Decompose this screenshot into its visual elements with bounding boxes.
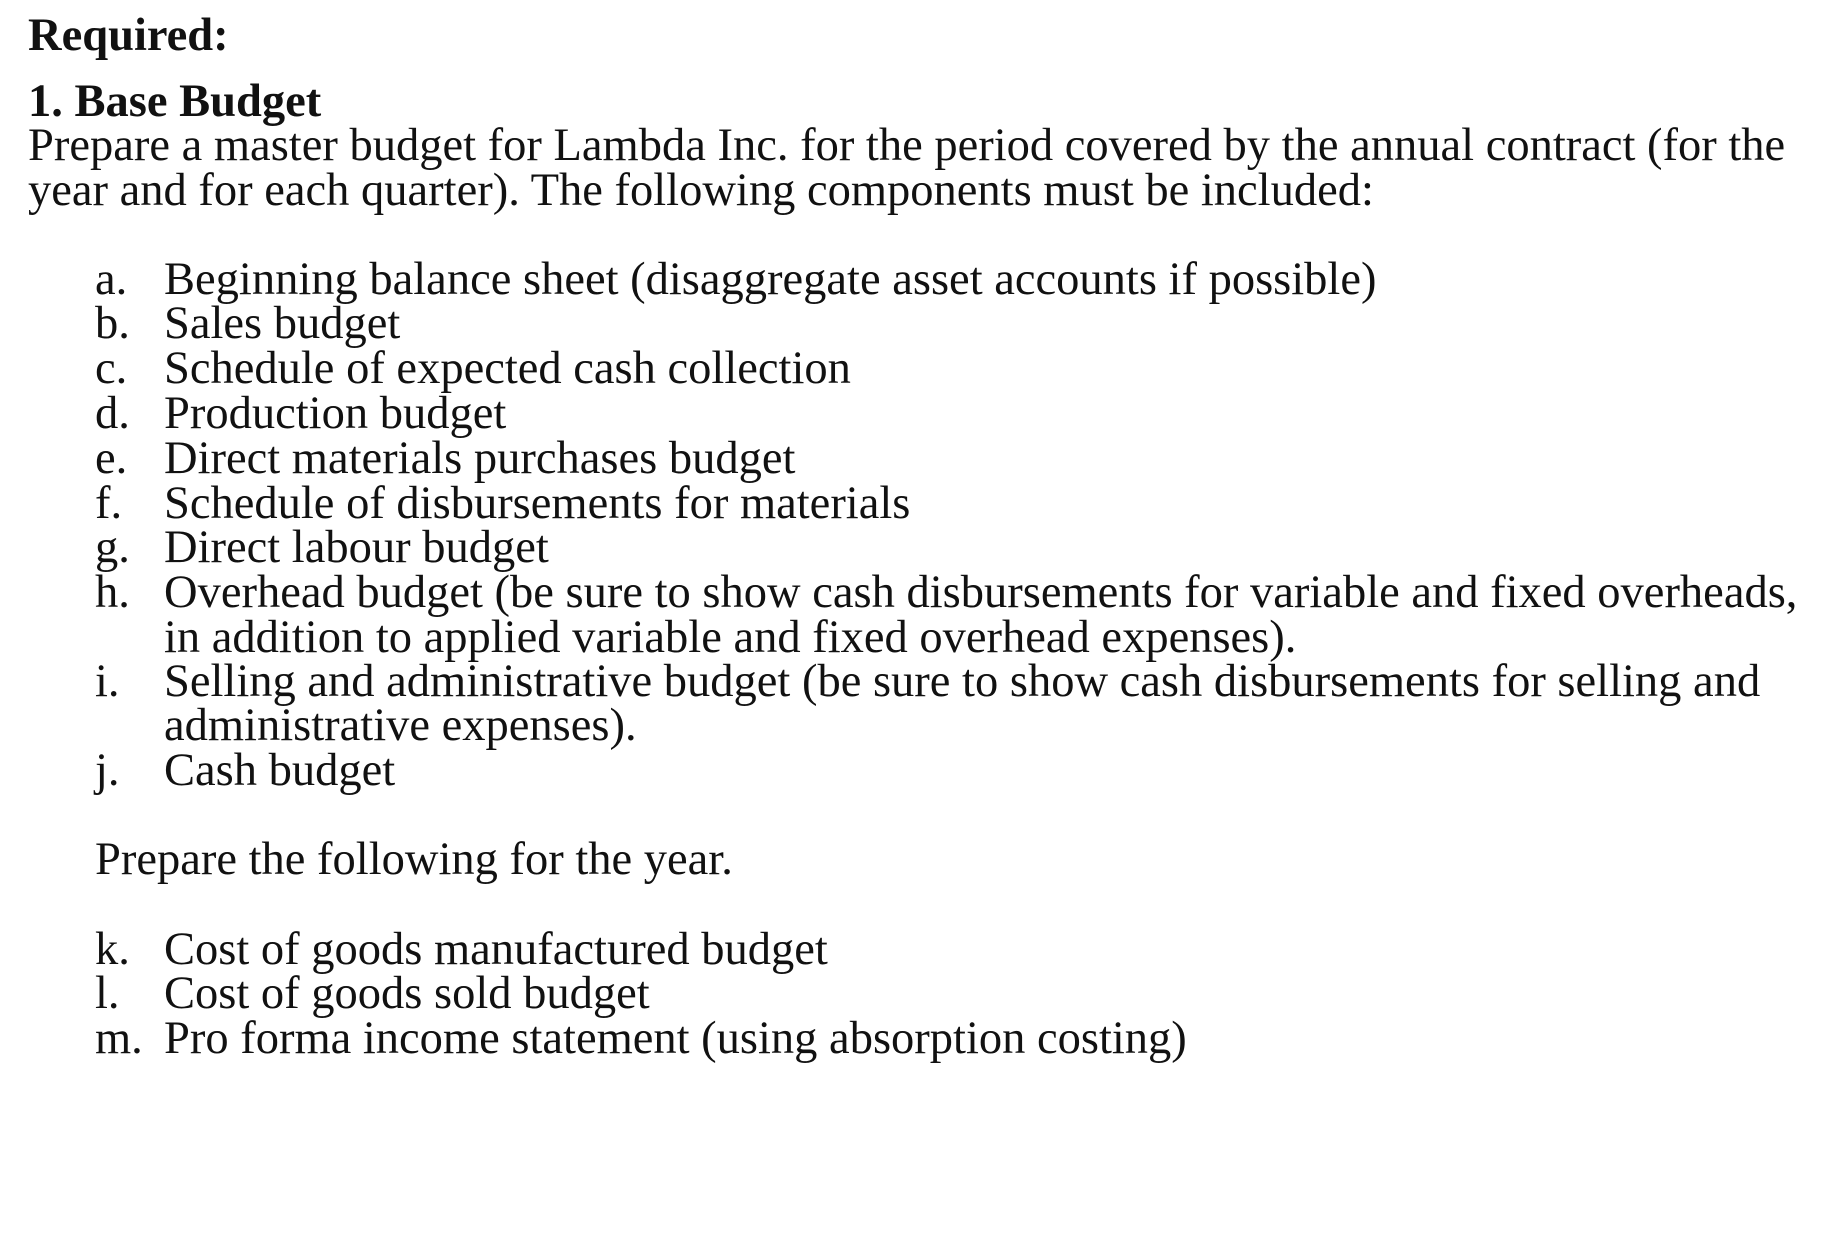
intro-line: year and for each quarter). The following components must be included: bbox=[28, 165, 1374, 216]
list-item-text: Cost of goods manufactured budget bbox=[164, 924, 828, 975]
list-item-text: Production budget bbox=[164, 388, 507, 439]
list-item-text: Pro forma income statement (using absorption costing) bbox=[164, 1013, 1187, 1064]
list-marker: l. bbox=[95, 968, 120, 1019]
list-marker: i. bbox=[95, 656, 120, 707]
list-item-text: Direct materials purchases budget bbox=[164, 433, 796, 484]
list-item-text-continued: in addition to applied variable and fixed overhead expenses). bbox=[164, 612, 1297, 663]
list-marker: k. bbox=[95, 924, 130, 975]
list-marker: m. bbox=[95, 1013, 143, 1064]
intro-line: Prepare a master budget for Lambda Inc. for the period covered by the annual contract (for the bbox=[28, 120, 1786, 171]
list-marker: e. bbox=[95, 433, 128, 484]
list-marker: d. bbox=[95, 388, 130, 439]
list-item-text: Cash budget bbox=[164, 745, 396, 796]
list-item-text: Selling and administrative budget (be sure to show cash disbursements for selling and bbox=[164, 656, 1761, 707]
list-item-text: Schedule of disbursements for materials bbox=[164, 478, 911, 529]
list-marker: b. bbox=[95, 298, 130, 349]
required-heading: Required: bbox=[28, 10, 229, 61]
section-title: 1. Base Budget bbox=[28, 76, 322, 127]
list-item-text: Sales budget bbox=[164, 298, 401, 349]
year-instruction: Prepare the following for the year. bbox=[95, 834, 733, 885]
list-item-text: Beginning balance sheet (disaggregate asset accounts if possible) bbox=[164, 254, 1377, 305]
list-item-text: Schedule of expected cash collection bbox=[164, 343, 851, 394]
list-marker: h. bbox=[95, 567, 130, 618]
list-marker: j. bbox=[95, 745, 120, 796]
list-marker: c. bbox=[95, 343, 128, 394]
list-marker: g. bbox=[95, 522, 130, 573]
list-item-text-continued: administrative expenses). bbox=[164, 700, 637, 751]
list-item-text: Cost of goods sold budget bbox=[164, 968, 650, 1019]
list-marker: a. bbox=[95, 254, 128, 305]
list-marker: f. bbox=[95, 478, 123, 529]
list-item-text: Direct labour budget bbox=[164, 522, 549, 573]
list-item-text: Overhead budget (be sure to show cash disbursements for variable and fixed overheads, bbox=[164, 567, 1798, 618]
